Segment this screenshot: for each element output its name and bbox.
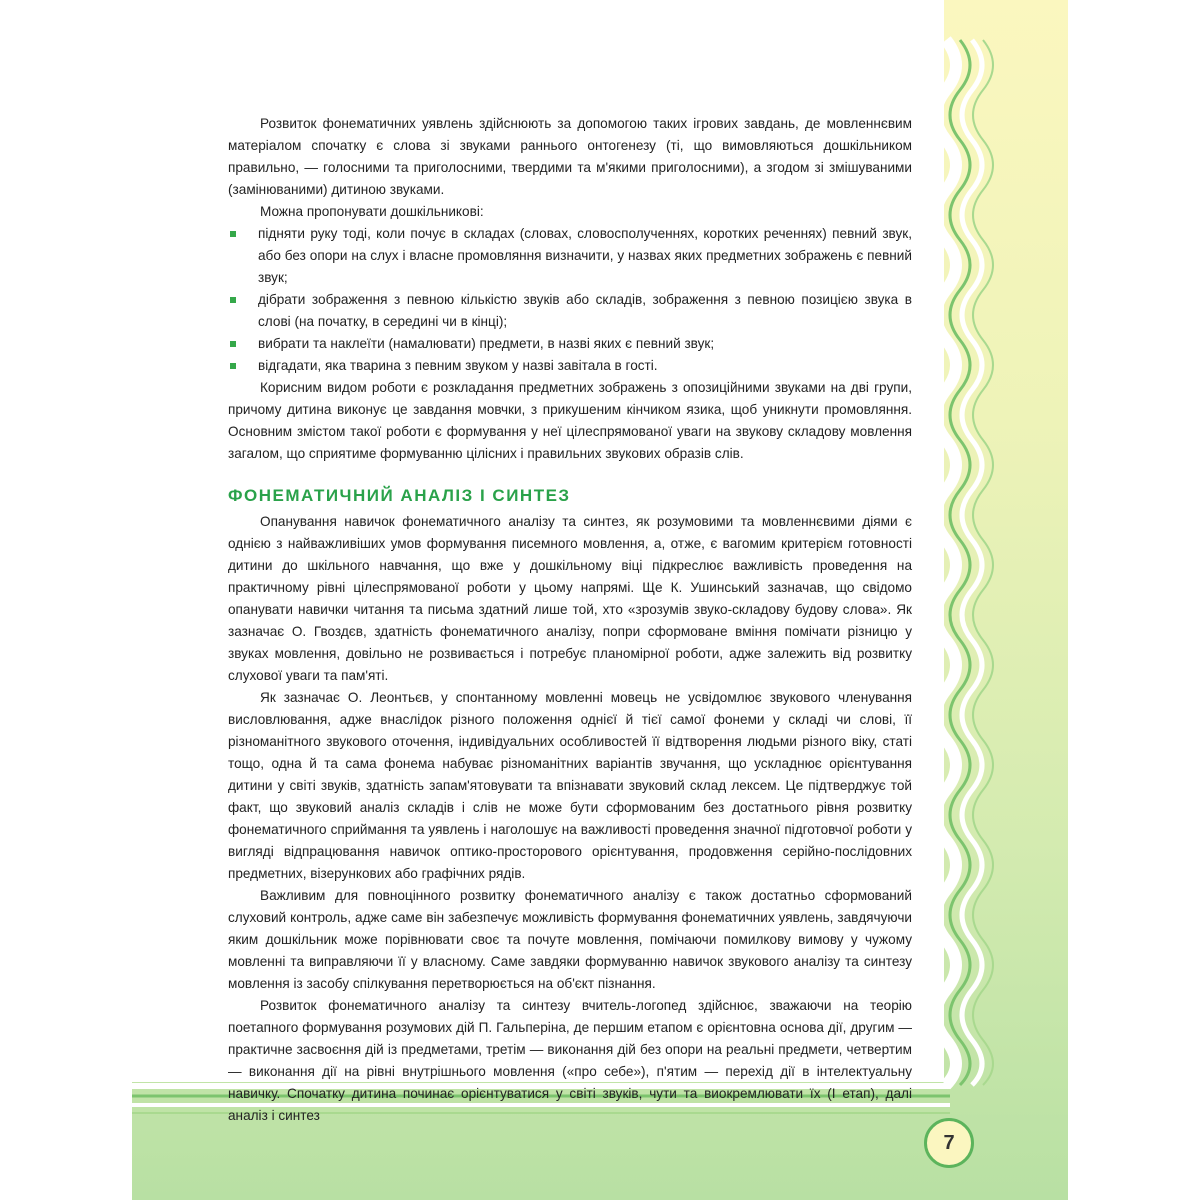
section-heading: ФОНЕМАТИЧНИЙ АНАЛІЗ І СИНТЕЗ: [228, 486, 571, 505]
bullet-list: [228, 223, 912, 377]
paragraph: Як зазначає О. Леонтьєв, у спонтанному мовленні мовець не усвідомлює звукового членування висловлювання, адже внаслідок різного положення однієї й тієї самої фонеми у складі чи слові, її різноманітного звукового оточення, індивідуальних особливостей її відтворення людьми різного віку, статі тощо, одна й та сама фонема набуває різноманітних варіантів звучання, що ускладнює орієнтування дитини у світі звуків, здатність запам'ятовувати та впізнавати звуковий склад лексем. Це підтверджує той факт, що звуковий аналіз складів і слів не може бути сформованим без достатнього рівня розвитку фонематичного сприймання та уявлень і наголошує на важливості проведення значної підготовчої роботи у вигляді відпрацювання навичок оптико-просторового орієнтування, продовження серійно-послідовних предметних, візерункових або графічних рядів.: [228, 690, 912, 881]
paragraph: Розвиток фонематичного аналізу та синтезу вчитель-логопед здійснює, зважаючи на теорію поетапного формування розумових дій П. Гальперіна, де першим етапом є орієнтовна основа дії, другим — практичне засвоєння дій із предметами, третім — виконання дій без опори на реальні предмети, четвертим — виконання дії на рівні внутрішнього мовлення («про себе»), п'ятим — перехід дії в інтелектуальну навичку. Спочатку дитина починає орієнтуватися у світі звуків, чути та виокремлювати їх (І етап), далі аналіз і синтез: [228, 998, 912, 1123]
page-body: [228, 113, 912, 1127]
paragraph: Можна пропонувати дошкільникові:: [260, 204, 484, 219]
paragraph: Розвиток фонематичних уявлень здійснюють за допомогою таких ігрових завдань, де мовленнєвим матеріалом спочатку є слова зі звуками раннього онтогенезу (ті, що вимовляються дошкільником правильно, — голосними та приголосними, твердими та м'якими приголосними), а згодом зі змішуваними (замінюваними) дитиною звуками.: [228, 116, 912, 197]
paragraph: Важливим для повноцінного розвитку фонематичного аналізу є також достатньо сформований слуховий контроль, адже саме він забезпечує можливість формування фонематичних уявлень, завдячуючи яким дошкільник може порівнювати своє та почуте мовлення, помічаючи помилкову вимову у чужому мовленні та виправляючи її у власному. Саме завдяки формуванню навичок звукового аналізу та синтезу мовлення із засобу спілкування перетворюється на об'єкт пізнання.: [228, 888, 912, 991]
list-item: відгадати, яка тварина з певним звуком у назві завітала в гості.: [228, 355, 912, 377]
list-item: дібрати зображення з певною кількістю звуків або складів, зображення з певною позицією звука в слові (на початку, в середині чи в кінці);: [228, 289, 912, 333]
square-bullet-icon: [230, 297, 236, 303]
paragraph: Опанування навичок фонематичного аналізу та синтез, як розумовими та мовленнєвими діями є однією з найважливіших умов формування писемного мовлення, а, отже, є вагомим критерієм готовності дитини до шкільного навчання, що вже у дошкільному віці підкреслює важливість проведення на практичному рівні цілеспрямованої роботи у цьому напрямі. Ще К. Ушинський зазначав, що свідомо опанувати навички читання та письма здатний лише той, хто «зрозумів звуко-складову будову слова». Як зазначає О. Гвоздєв, здатність фонематичного аналізу, попри сформоване вміння помічати різницю у звуках мовлення, довільно не розвивається і потребує планомірної роботи, адже залежить від розвитку слухової уваги та пам'яті.: [228, 514, 912, 683]
list-item: вибрати та наклеїти (намалювати) предмети, в назві яких є певний звук;: [228, 333, 912, 355]
square-bullet-icon: [230, 363, 236, 369]
square-bullet-icon: [230, 231, 236, 237]
paragraph: Корисним видом роботи є розкладання предметних зображень з опозиційними звуками на дві групи, причому дитина виконує це завдання мовчки, з прикушеним кінчиком язика, щоб уникнути промовляння. Основним змістом такої роботи є формування у неї цілеспрямованої уваги на звукову складову мовлення загалом, що сприятиме формуванню цілісних і правильних звукових образів слів.: [228, 380, 912, 461]
page-number: 7: [924, 1118, 974, 1168]
list-item: підняти руку тоді, коли почує в складах (словах, словосполученнях, коротких реченнях) певний звук, або без опори на слух і власне промовляння визначити, у назвах яких предметних зображень є певний звук;: [228, 223, 912, 289]
square-bullet-icon: [230, 341, 236, 347]
